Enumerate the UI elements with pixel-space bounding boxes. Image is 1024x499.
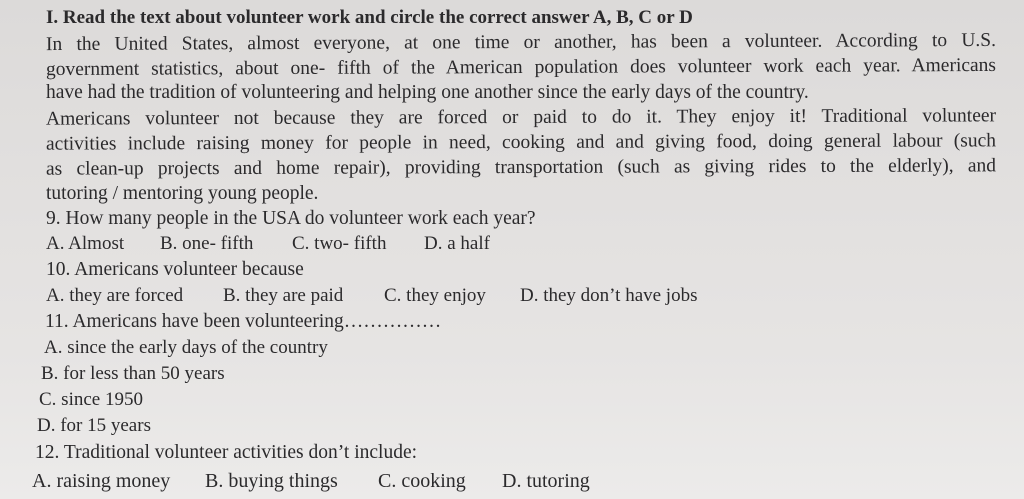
question-text: Americans volunteer because <box>74 259 304 280</box>
question-number: 12. <box>35 442 60 463</box>
answer-option[interactable]: D. a half <box>424 233 490 254</box>
answer-option[interactable]: A. they are forced <box>46 285 184 306</box>
question-number: 11. <box>45 311 69 332</box>
question-10-options <box>0 284 1024 308</box>
question-10 <box>46 258 304 282</box>
answer-option[interactable]: A. Almost <box>46 233 125 254</box>
exercise-heading: I. Read the text about volunteer work and circle the correct answer A, B, C or D <box>46 7 693 28</box>
passage-line: In the United States, almost everyone, at one time or another, has been a volunteer. According to U.S. <box>45 29 997 56</box>
answer-option[interactable]: D. they don’t have jobs <box>520 285 698 306</box>
question-12-options <box>0 469 1024 495</box>
answer-option[interactable]: C. they enjoy <box>384 285 486 306</box>
answer-option[interactable]: C. cooking <box>378 470 466 492</box>
answer-option[interactable]: B. they are paid <box>223 285 344 306</box>
answer-option[interactable]: B. one- fifth <box>160 233 254 254</box>
answer-option[interactable]: A. since the early days of the country <box>44 337 328 358</box>
answer-option[interactable]: A. raising money <box>32 470 171 492</box>
question-9 <box>46 207 536 231</box>
question-number: 10. <box>46 259 71 280</box>
passage-line: as clean-up projects and home repair), providing transportation (such as giving rides to the elderly), and <box>45 155 997 180</box>
question-11 <box>45 310 441 334</box>
passage-line: Americans volunteer not because they are forced or paid to do it. They enjoy it! Traditional volunteer <box>45 105 997 130</box>
answer-option[interactable]: D. tutoring <box>502 470 590 492</box>
answer-option[interactable]: C. two- fifth <box>292 233 387 254</box>
passage-line: government statistics, about one- fifth of the American population does volunteer work each year. Americans <box>45 54 997 81</box>
answer-option[interactable]: B. for less than 50 years <box>41 363 225 384</box>
answer-option[interactable]: D. for 15 years <box>37 415 151 436</box>
passage-line: activities include raising money for people in need, cooking and and giving food, doing general labour (such <box>45 130 997 155</box>
passage-line: tutoring / mentoring young people. <box>46 183 319 204</box>
answer-option[interactable]: C. since 1950 <box>39 389 143 410</box>
answer-option[interactable]: B. buying things <box>205 470 338 492</box>
question-text: Americans have been volunteering…………… <box>72 311 442 332</box>
passage-line: have had the tradition of volunteering and helping one another since the early days of the country. <box>46 82 809 103</box>
question-number: 9. <box>46 208 61 229</box>
question-text: How many people in the USA do volunteer work each year? <box>65 208 536 229</box>
question-text: Traditional volunteer activities don’t include: <box>63 442 418 463</box>
question-12 <box>35 441 417 465</box>
question-9-options <box>0 232 1024 256</box>
